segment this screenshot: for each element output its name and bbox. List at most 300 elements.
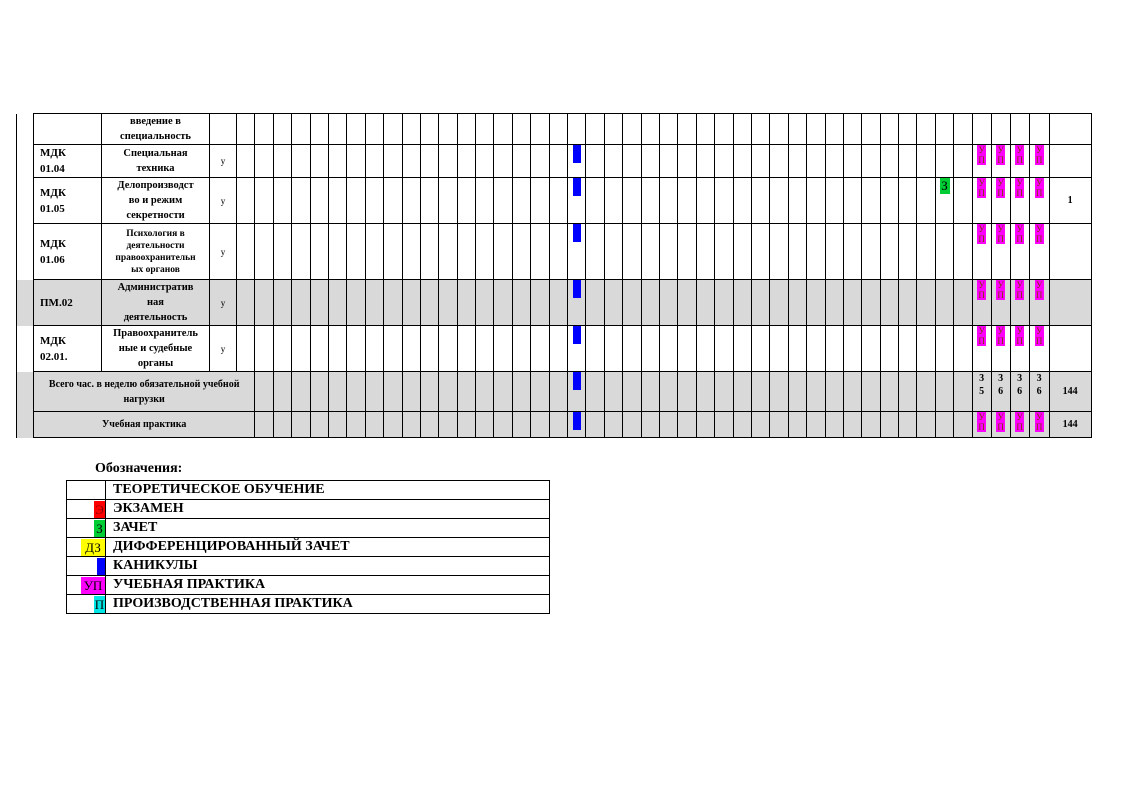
week-cell — [402, 412, 420, 438]
week-cell — [439, 114, 457, 145]
week-cell — [255, 224, 273, 280]
hours-cell: 144 — [1049, 412, 1091, 438]
week-cell — [439, 372, 457, 412]
week-cell — [347, 114, 365, 145]
practice-week-cell — [1010, 412, 1029, 438]
week-cell — [696, 145, 714, 178]
discipline-code: МДК 02.01. — [34, 326, 102, 372]
up-marker: У П — [1035, 224, 1043, 244]
week-cell — [935, 372, 953, 412]
legend-swatch: УП — [81, 577, 105, 594]
legend-row — [67, 519, 550, 538]
week-cell — [255, 114, 273, 145]
week-cell — [862, 145, 880, 178]
week-cell — [255, 178, 273, 224]
table-row — [17, 280, 1092, 326]
week-cell — [751, 372, 769, 412]
week-cell — [273, 145, 291, 178]
practice-week-cell — [972, 280, 991, 326]
total_row-label: Всего час. в неделю обязательной учебной нагрузки — [34, 372, 255, 412]
week-cell — [347, 372, 365, 412]
week-cell — [273, 372, 291, 412]
week-cell — [439, 224, 457, 280]
practice-week-cell — [1010, 280, 1029, 326]
practice-week-cell — [1029, 224, 1049, 280]
practice-week-cell — [991, 224, 1010, 280]
week-cell — [568, 178, 586, 224]
hours-cell: 1 — [1049, 178, 1091, 224]
week-cell — [439, 178, 457, 224]
week-cell — [328, 326, 346, 372]
week-cell — [788, 280, 806, 326]
week-cell — [678, 178, 696, 224]
week-cell — [604, 280, 622, 326]
week-cell — [641, 178, 659, 224]
up-marker: У П — [978, 178, 985, 198]
week-cell — [384, 114, 402, 145]
practice_row-label: Учебная практика — [34, 412, 255, 438]
week-cell — [659, 372, 677, 412]
week-cell — [880, 412, 898, 438]
week-cell — [899, 326, 917, 372]
week-cell — [751, 412, 769, 438]
week-cell — [310, 114, 328, 145]
week-cell — [512, 280, 530, 326]
week-cell — [935, 280, 953, 326]
weekly-hours: 3 6 — [1017, 373, 1023, 397]
week-cell — [843, 178, 861, 224]
week-cell — [641, 326, 659, 372]
practice-week-cell — [1029, 412, 1049, 438]
week-cell — [917, 326, 935, 372]
week-cell — [512, 114, 530, 145]
week-cell — [807, 178, 825, 224]
week-cell — [770, 114, 788, 145]
practice-week-cell — [991, 145, 1010, 178]
up-marker: У П — [978, 412, 985, 432]
week-cell — [494, 372, 512, 412]
week-cell — [494, 114, 512, 145]
legend-swatch-cell — [67, 576, 106, 595]
week-cell — [623, 178, 641, 224]
week-cell — [531, 372, 549, 412]
week-cell — [402, 326, 420, 372]
week-cell — [733, 178, 751, 224]
week-cell — [733, 372, 751, 412]
week-cell — [237, 280, 255, 326]
discipline-name: введение в специальность — [102, 114, 210, 145]
week-cell — [273, 114, 291, 145]
up-marker: У П — [1035, 178, 1043, 198]
week-cell — [586, 372, 604, 412]
week-cell — [899, 372, 917, 412]
week-cell — [788, 412, 806, 438]
week-cell — [439, 280, 457, 326]
week-cell — [641, 114, 659, 145]
legend-row — [67, 481, 550, 500]
up-marker: У П — [1016, 280, 1023, 300]
control-form: у — [210, 224, 237, 280]
practice-week-cell — [1010, 114, 1029, 145]
week-cell — [255, 145, 273, 178]
week-cell — [623, 326, 641, 372]
week-cell — [310, 372, 328, 412]
week-cell — [678, 280, 696, 326]
week-cell — [825, 280, 843, 326]
vacation-marker — [573, 372, 581, 390]
week-cell — [549, 372, 567, 412]
legend-label: ДИФФЕРЕНЦИРОВАННЫЙ ЗАЧЕТ — [106, 538, 550, 557]
week-cell — [328, 178, 346, 224]
week-cell — [862, 280, 880, 326]
week-cell — [549, 412, 567, 438]
week-cell — [604, 178, 622, 224]
week-cell — [420, 326, 438, 372]
week-cell — [954, 114, 972, 145]
week-cell — [954, 224, 972, 280]
week-cell — [641, 412, 659, 438]
week-cell — [862, 372, 880, 412]
week-cell — [476, 326, 494, 372]
legend-swatch-cell — [67, 481, 106, 500]
practice-week-cell — [972, 145, 991, 178]
week-cell — [457, 224, 475, 280]
week-cell — [696, 326, 714, 372]
week-cell — [328, 224, 346, 280]
week-cell — [788, 224, 806, 280]
legend-swatch-cell — [67, 538, 106, 557]
up-marker: У П — [978, 280, 985, 300]
week-cell — [862, 114, 880, 145]
hours-cell — [1049, 224, 1091, 280]
week-cell — [770, 326, 788, 372]
week-cell — [531, 145, 549, 178]
week-cell — [420, 412, 438, 438]
week-cell — [402, 178, 420, 224]
practice-week-cell — [991, 280, 1010, 326]
week-cell — [825, 145, 843, 178]
week-cell — [531, 178, 549, 224]
week-cell — [751, 114, 769, 145]
week-cell — [273, 280, 291, 326]
week-cell — [659, 145, 677, 178]
week-cell — [935, 114, 953, 145]
week-cell — [788, 145, 806, 178]
week-cell — [512, 145, 530, 178]
week-cell — [659, 412, 677, 438]
week-cell — [641, 372, 659, 412]
week-cell — [384, 145, 402, 178]
week-cell — [420, 114, 438, 145]
week-cell — [420, 372, 438, 412]
week-cell — [568, 412, 586, 438]
week-cell — [788, 178, 806, 224]
week-cell — [954, 372, 972, 412]
week-cell — [310, 178, 328, 224]
legend-label: ТЕОРЕТИЧЕСКОЕ ОБУЧЕНИЕ — [106, 481, 550, 500]
week-cell — [402, 224, 420, 280]
week-cell — [825, 412, 843, 438]
week-cell — [365, 280, 383, 326]
week-cell — [531, 326, 549, 372]
week-cell — [476, 145, 494, 178]
discipline-name: Психология в деятельности правоохранительн ых органов — [102, 224, 210, 280]
up-marker: У П — [997, 412, 1004, 432]
practice-week-cell — [972, 326, 991, 372]
week-cell — [292, 326, 310, 372]
week-cell — [439, 412, 457, 438]
week-cell — [568, 372, 586, 412]
week-cell — [788, 372, 806, 412]
practice-week-cell — [991, 326, 1010, 372]
week-cell — [255, 372, 273, 412]
practice-week-cell — [1010, 326, 1029, 372]
week-cell — [880, 280, 898, 326]
week-cell — [586, 178, 604, 224]
week-cell — [586, 326, 604, 372]
week-cell — [365, 114, 383, 145]
legend-swatch: ДЗ — [81, 539, 105, 556]
week-cell — [255, 280, 273, 326]
week-cell — [439, 145, 457, 178]
week-cell — [770, 280, 788, 326]
weekly-hours: 3 6 — [1036, 373, 1042, 397]
row-margin-cell — [17, 280, 34, 326]
week-cell — [623, 372, 641, 412]
week-cell — [917, 114, 935, 145]
week-cell — [604, 326, 622, 372]
week-cell — [917, 224, 935, 280]
week-cell — [935, 224, 953, 280]
row-margin-cell — [17, 114, 34, 145]
week-cell — [273, 224, 291, 280]
week-cell — [420, 145, 438, 178]
week-cell — [899, 145, 917, 178]
legend-row — [67, 557, 550, 576]
week-cell — [512, 412, 530, 438]
week-cell — [531, 280, 549, 326]
week-cell — [457, 412, 475, 438]
legend-swatch-cell — [67, 595, 106, 614]
week-cell — [494, 178, 512, 224]
week-cell — [880, 178, 898, 224]
week-cell — [402, 280, 420, 326]
schedule-table — [16, 113, 1092, 438]
control-form — [210, 114, 237, 145]
week-cell — [568, 145, 586, 178]
week-cell — [715, 372, 733, 412]
week-cell — [696, 224, 714, 280]
legend-title: Обозначения: — [95, 461, 183, 476]
up-marker: У П — [1035, 280, 1043, 300]
week-cell — [623, 114, 641, 145]
week-cell — [678, 412, 696, 438]
week-cell — [659, 178, 677, 224]
hours-cell: 144 — [1049, 372, 1091, 412]
week-cell — [659, 280, 677, 326]
week-cell — [494, 326, 512, 372]
discipline-name: Делопроизводст во и режим секретности — [102, 178, 210, 224]
legend-swatch-cell — [67, 557, 106, 576]
week-cell — [568, 224, 586, 280]
week-cell — [476, 280, 494, 326]
practice-week-cell — [991, 178, 1010, 224]
week-cell — [623, 412, 641, 438]
vacation-marker — [573, 145, 581, 163]
week-cell — [623, 145, 641, 178]
row-margin-cell — [17, 145, 34, 178]
control-form: у — [210, 178, 237, 224]
row-margin-cell — [17, 178, 34, 224]
week-cell — [292, 412, 310, 438]
week-cell — [733, 145, 751, 178]
week-cell — [531, 114, 549, 145]
week-cell — [476, 178, 494, 224]
weekly-hours: 3 5 — [979, 373, 985, 397]
week-cell — [512, 372, 530, 412]
legend-swatch-cell — [67, 519, 106, 538]
week-cell — [457, 326, 475, 372]
week-cell — [917, 412, 935, 438]
week-cell — [751, 280, 769, 326]
control-form: у — [210, 145, 237, 178]
week-cell — [917, 280, 935, 326]
week-cell — [402, 145, 420, 178]
week-cell — [494, 412, 512, 438]
week-cell — [659, 114, 677, 145]
discipline-name: Административ ная деятельность — [102, 280, 210, 326]
week-cell — [310, 224, 328, 280]
week-cell — [255, 326, 273, 372]
week-cell — [788, 114, 806, 145]
week-cell — [586, 412, 604, 438]
practice-week-cell — [991, 114, 1010, 145]
week-cell — [659, 224, 677, 280]
week-cell — [623, 280, 641, 326]
week-cell — [604, 224, 622, 280]
week-cell — [843, 280, 861, 326]
legend-swatch: П — [94, 596, 105, 612]
week-cell — [954, 412, 972, 438]
week-cell — [476, 372, 494, 412]
week-cell — [476, 114, 494, 145]
week-cell — [954, 178, 972, 224]
week-cell — [935, 178, 953, 224]
week-cell — [917, 145, 935, 178]
up-marker: У П — [1016, 412, 1023, 432]
week-cell — [420, 178, 438, 224]
week-cell — [715, 145, 733, 178]
vacation-marker — [573, 224, 581, 242]
legend-row — [67, 595, 550, 614]
week-cell — [273, 326, 291, 372]
week-cell — [420, 224, 438, 280]
up-marker: У П — [997, 326, 1004, 346]
week-cell — [420, 280, 438, 326]
week-cell — [899, 280, 917, 326]
week-cell — [678, 224, 696, 280]
practice-week-cell — [991, 412, 1010, 438]
week-cell — [880, 372, 898, 412]
week-cell — [328, 280, 346, 326]
week-cell — [715, 224, 733, 280]
week-cell — [310, 326, 328, 372]
week-cell — [899, 178, 917, 224]
week-cell — [678, 114, 696, 145]
week-cell — [365, 372, 383, 412]
discipline-name: Правоохранитель ные и судебные органы — [102, 326, 210, 372]
legend-swatch: Э — [95, 501, 104, 517]
discipline-code: МДК 01.04 — [34, 145, 102, 178]
practice-week-cell — [1029, 145, 1049, 178]
week-cell — [733, 280, 751, 326]
practice-week-cell — [972, 372, 991, 412]
week-cell — [604, 114, 622, 145]
up-marker: У П — [1016, 145, 1023, 165]
week-cell — [641, 145, 659, 178]
vacation-marker — [573, 178, 581, 196]
week-cell — [770, 224, 788, 280]
week-cell — [770, 145, 788, 178]
table-row — [17, 412, 1092, 438]
week-cell — [843, 145, 861, 178]
hours-cell — [1049, 114, 1091, 145]
practice-week-cell — [991, 372, 1010, 412]
week-cell — [935, 326, 953, 372]
discipline-code: МДК 01.06 — [34, 224, 102, 280]
week-cell — [549, 178, 567, 224]
week-cell — [328, 114, 346, 145]
up-marker: У П — [1035, 412, 1043, 432]
legend-label: ЭКЗАМЕН — [106, 500, 550, 519]
practice-week-cell — [1029, 280, 1049, 326]
week-cell — [457, 114, 475, 145]
week-cell — [237, 224, 255, 280]
up-marker: У П — [978, 224, 985, 244]
week-cell — [549, 145, 567, 178]
week-cell — [733, 224, 751, 280]
week-cell — [328, 372, 346, 412]
week-cell — [751, 178, 769, 224]
week-cell — [328, 145, 346, 178]
week-cell — [384, 372, 402, 412]
up-marker: У П — [978, 326, 985, 346]
week-cell — [347, 280, 365, 326]
table-row — [17, 178, 1092, 224]
week-cell — [696, 178, 714, 224]
week-cell — [476, 224, 494, 280]
up-marker: У П — [997, 224, 1004, 244]
week-cell — [292, 224, 310, 280]
week-cell — [880, 326, 898, 372]
week-cell — [862, 178, 880, 224]
week-cell — [843, 412, 861, 438]
week-cell — [568, 280, 586, 326]
week-cell — [273, 412, 291, 438]
week-cell — [715, 280, 733, 326]
week-cell — [365, 326, 383, 372]
week-cell — [696, 372, 714, 412]
week-cell — [439, 326, 457, 372]
week-cell — [825, 224, 843, 280]
week-cell — [310, 280, 328, 326]
week-cell — [954, 145, 972, 178]
hours-cell — [1049, 145, 1091, 178]
week-cell — [604, 372, 622, 412]
week-cell — [549, 224, 567, 280]
hours-cell — [1049, 280, 1091, 326]
vacation-marker — [573, 280, 581, 298]
